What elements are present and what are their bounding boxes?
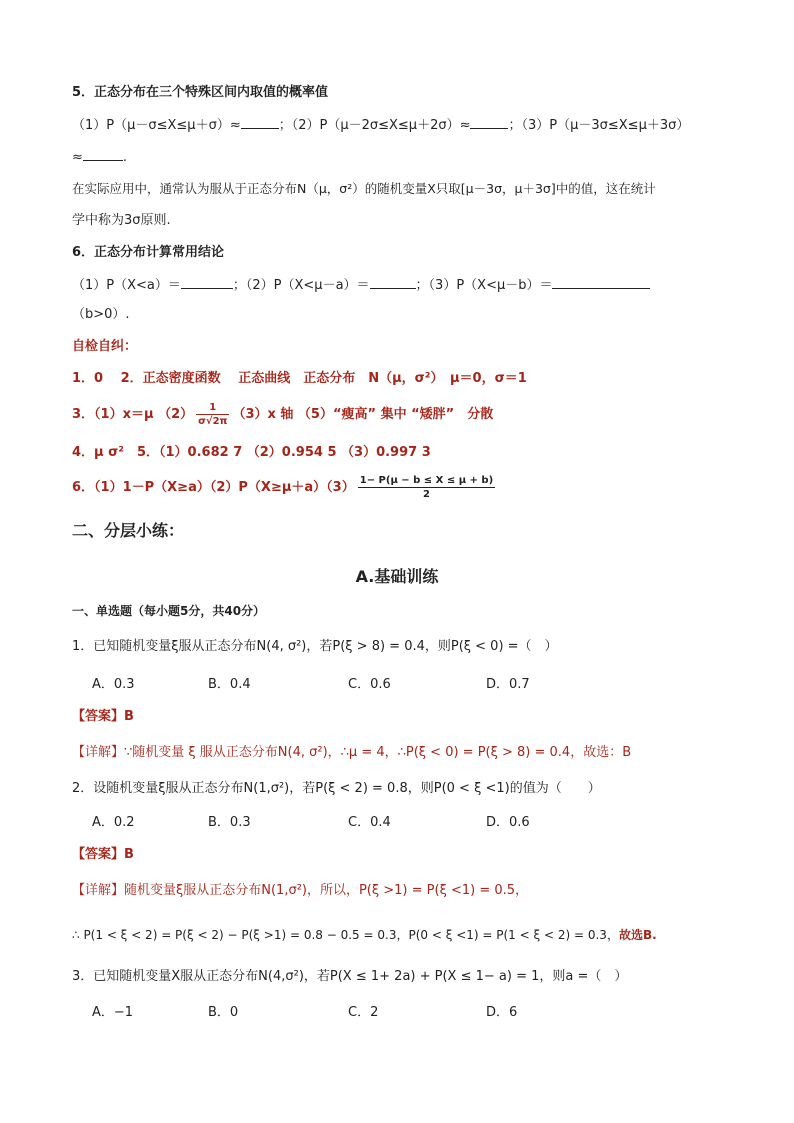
question-2-option-b: B．0.3: [208, 815, 251, 830]
p5-line3: 在实际应用中，通常认为服从于正态分布N（μ，σ²）的随机变量X只取[μ－3σ，μ＋3σ]中的值，这在统计: [72, 181, 656, 196]
question-3-option-d: D．6: [486, 1005, 518, 1020]
question-2-option-c: C．0.4: [348, 815, 391, 830]
density-fraction: [196, 401, 229, 428]
question-3-option-a: A．−1: [92, 1005, 134, 1020]
p6-line1-a: （1）P（X<a）＝: [72, 278, 181, 293]
blank: [552, 276, 650, 289]
p6-title: 6．正态分布计算常用结论: [72, 245, 225, 260]
p5-line2-b: .: [122, 150, 128, 165]
question-2-detail-2: [72, 926, 657, 944]
question-1-detail: 【详解】∵随机变量 ξ 服从正态分布N(4, σ²)，∴μ = 4，∴P(ξ < 0) = P(ξ > 8) = 0.4，故选：B: [72, 745, 632, 760]
question-1-option-c: C．0.6: [348, 677, 391, 692]
question-3-option-c: C．2: [348, 1005, 379, 1020]
probability-fraction: [358, 474, 495, 501]
part-heading: 一、单选题（每小题5分，共40分）: [72, 604, 266, 618]
question-2-detail-1: 【详解】随机变量ξ服从正态分布N(1,σ²)，所以，P(ξ >1) = P(ξ <1) = 0.5，: [72, 883, 529, 898]
answer-4-5: 4．μ σ² 5．（1）0.682 7 （2）0.954 5 （3）0.997 3: [72, 445, 431, 460]
p6-line1: [72, 276, 650, 295]
p5-title: 5．正态分布在三个特殊区间内取值的概率值: [72, 85, 329, 100]
p6-line2: （b>0）.: [72, 307, 130, 322]
blank: [181, 276, 233, 289]
answers-title: 自检自纠：: [72, 339, 138, 354]
p5-line1: [72, 116, 689, 135]
p5-line1-a: （1）P（μ－σ≤X≤μ＋σ）≈: [72, 118, 241, 133]
fraction-numerator: 1: [196, 401, 229, 415]
blank: [370, 276, 416, 289]
question-2-detail-2-a: ∴ P(1 < ξ < 2) = P(ξ < 2) − P(ξ >1) = 0.8 − 0.5 = 0.3，P(0 < ξ <1) = P(1 < ξ < 2) = 0.3，: [72, 928, 619, 942]
answer-3: [72, 398, 493, 432]
answer-1-2: 1．0 2．正态密度函数 正态曲线 正态分布 N（μ，σ²） μ＝0，σ＝1: [72, 371, 527, 386]
fraction-denominator: σ√2π: [198, 416, 228, 427]
p5-line1-c: ；（3）P（μ－3σ≤X≤μ＋3σ）: [508, 118, 690, 133]
p5-line2: [72, 148, 127, 167]
p5-line1-b: ；（2）P（μ－2σ≤X≤μ＋2σ）≈: [278, 118, 471, 133]
answer-6-a: 6．（1）1－P（X≥a）（2）P（X≥μ＋a）（3）: [72, 480, 355, 495]
p5-line2-a: ≈: [72, 150, 83, 165]
blank: [83, 148, 123, 161]
question-2-answer: 【答案】B: [72, 847, 134, 862]
question-1-option-d: D．0.7: [486, 677, 530, 692]
answer-3-a: 3．（1）x＝μ （2）: [72, 407, 194, 422]
question-1-stem: 1．已知随机变量ξ服从正态分布N(4, σ²)，若P(ξ > 8) = 0.4，则P(ξ < 0) =（ ）: [72, 639, 558, 654]
blank: [241, 116, 279, 129]
question-1-option-a: A．0.3: [92, 677, 135, 692]
question-2-option-a: A．0.2: [92, 815, 135, 830]
answer-3-b: （3）x 轴 （5）“瘦高” 集中 “矮胖” 分散: [232, 407, 494, 422]
question-1-answer: 【答案】B: [72, 709, 134, 724]
subsection-heading: A.基础训练: [355, 567, 439, 586]
question-3-option-b: B．0: [208, 1005, 239, 1020]
p6-line1-b: ；（2）P（X<μ－a）＝: [232, 278, 370, 293]
question-2-option-d: D．0.6: [486, 815, 530, 830]
answer-6: [72, 470, 498, 506]
question-3-stem: 3．已知随机变量X服从正态分布N(4,σ²)，若P(X ≤ 1+ 2a) + P(X ≤ 1− a) = 1，则a =（ ）: [72, 969, 628, 984]
question-2-stem: 2．设随机变量ξ服从正态分布N(1,σ²)，若P(ξ < 2) = 0.8，则P(0 < ξ <1)的值为（ ）: [72, 781, 601, 796]
p5-line4: 学中称为3σ原则.: [72, 213, 171, 228]
blank: [470, 116, 508, 129]
question-1-option-b: B．0.4: [208, 677, 251, 692]
section-heading: 二、分层小练：: [72, 521, 185, 540]
fraction-numerator: 1− P(μ − b ≤ X ≤ μ + b): [359, 475, 494, 486]
p6-line1-c: ；（3）P（X<μ－b）＝: [415, 278, 553, 293]
fraction-denominator: 2: [422, 489, 430, 500]
question-2-detail-2-b: 故选B.: [618, 928, 657, 942]
